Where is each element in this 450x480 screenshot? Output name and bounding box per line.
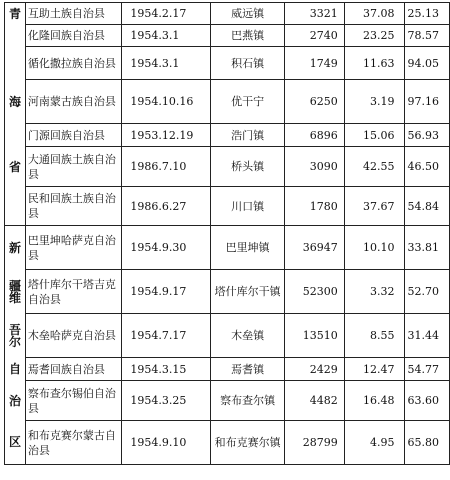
- established-date: 1954.10.16: [122, 80, 211, 124]
- percent-value-2: 54.84: [405, 187, 450, 226]
- province-cell: [5, 187, 26, 226]
- area-value: 1749: [285, 47, 345, 80]
- percent-value-2: 54.77: [405, 358, 450, 381]
- established-date: 1954.3.1: [122, 47, 211, 80]
- province-char: 海: [8, 94, 21, 109]
- area-value: 1780: [285, 187, 345, 226]
- table-row: [5, 25, 450, 47]
- percent-value-1: 37.08: [344, 3, 405, 25]
- province-cell: [5, 421, 26, 465]
- county-name: 河南蒙古族自治县: [25, 80, 122, 124]
- percent-value-1: 3.32: [344, 270, 405, 314]
- percent-value-1: 37.67: [344, 187, 405, 226]
- province-cell-qinghai: [5, 3, 26, 25]
- percent-value-2: 31.44: [405, 314, 450, 358]
- table-row: [5, 226, 450, 270]
- area-value: 6896: [285, 124, 345, 147]
- percent-value-2: 94.05: [405, 47, 450, 80]
- percent-value-1: 4.95: [344, 421, 405, 465]
- table-row: [5, 80, 450, 124]
- county-name: 塔什库尔干塔吉克自治县: [25, 270, 122, 314]
- province-char: 自: [8, 362, 21, 376]
- percent-value-2: 65.80: [405, 421, 450, 465]
- county-name: 察布查尔锡伯自治县: [25, 381, 122, 421]
- established-date: 1986.7.10: [122, 147, 211, 187]
- area-value: 2429: [285, 358, 345, 381]
- established-date: 1953.12.19: [122, 124, 211, 147]
- county-seat: 优干宁: [211, 80, 285, 124]
- county-seat: 巴里坤镇: [211, 226, 285, 270]
- province-cell: [5, 270, 26, 314]
- county-name: 焉耆回族自治县: [25, 358, 122, 381]
- province-char: 新: [8, 240, 21, 255]
- county-name: 化隆回族自治县: [25, 25, 122, 47]
- province-cell: [5, 25, 26, 47]
- county-seat: 积石镇: [211, 47, 285, 80]
- province-char: 青: [8, 6, 21, 21]
- province-char: 区: [8, 435, 21, 450]
- province-char: 治: [8, 393, 21, 408]
- table-row: [5, 314, 450, 358]
- established-date: 1954.3.15: [122, 358, 211, 381]
- province-char: 疆: [8, 278, 21, 293]
- percent-value-2: 56.93: [405, 124, 450, 147]
- percent-value-2: 25.13: [405, 3, 450, 25]
- percent-value-1: 8.55: [344, 314, 405, 358]
- percent-value-1: 12.47: [344, 358, 405, 381]
- table-row: [5, 358, 450, 381]
- area-value: 13510: [285, 314, 345, 358]
- table-row: [5, 381, 450, 421]
- area-value: 52300: [285, 270, 345, 314]
- percent-value-2: 52.70: [405, 270, 450, 314]
- established-date: 1954.3.1: [122, 25, 211, 47]
- county-seat: 焉耆镇: [211, 358, 285, 381]
- county-seat: 塔什库尔干镇: [211, 270, 285, 314]
- table-row: [5, 3, 450, 25]
- table-row: [5, 147, 450, 187]
- area-value: 4482: [285, 381, 345, 421]
- county-seat: 川口镇: [211, 187, 285, 226]
- county-seat: 木垒镇: [211, 314, 285, 358]
- area-value: 28799: [285, 421, 345, 465]
- percent-value-1: 10.10: [344, 226, 405, 270]
- percent-value-1: 16.48: [344, 381, 405, 421]
- province-cell-xinjiang: [5, 226, 26, 270]
- percent-value-1: 11.63: [344, 47, 405, 80]
- county-name: 民和回族土族自治县: [25, 187, 122, 226]
- percent-value-1: 42.55: [344, 147, 405, 187]
- county-seat: 察布查尔镇: [211, 381, 285, 421]
- established-date: 1954.9.17: [122, 270, 211, 314]
- province-char: 尔: [8, 334, 21, 349]
- percent-value-2: 63.60: [405, 381, 450, 421]
- percent-value-1: 3.19: [344, 80, 405, 124]
- county-seat: 巴燕镇: [211, 25, 285, 47]
- percent-value-1: 15.06: [344, 124, 405, 147]
- area-value: 36947: [285, 226, 345, 270]
- county-name: 互助土族自治县: [25, 3, 122, 25]
- percent-value-2: 46.50: [405, 147, 450, 187]
- province-char: 省: [8, 159, 21, 174]
- county-name: 循化撒拉族自治县: [25, 47, 122, 80]
- province-cell: [5, 358, 26, 381]
- autonomous-county-table: [4, 2, 450, 465]
- area-value: 3321: [285, 3, 345, 25]
- percent-value-2: 78.57: [405, 25, 450, 47]
- table-row: [5, 421, 450, 465]
- established-date: 1954.2.17: [122, 3, 211, 25]
- percent-value-2: 97.16: [405, 80, 450, 124]
- county-name: 门源回族自治县: [25, 124, 122, 147]
- percent-value-1: 23.25: [344, 25, 405, 47]
- table-row: [5, 124, 450, 147]
- province-cell: [5, 314, 26, 358]
- province-cell: [5, 80, 26, 124]
- area-value: 2740: [285, 25, 345, 47]
- area-value: 6250: [285, 80, 345, 124]
- established-date: 1986.6.27: [122, 187, 211, 226]
- province-cell: [5, 381, 26, 421]
- county-name: 大通回族土族自治县: [25, 147, 122, 187]
- county-seat: 威远镇: [211, 3, 285, 25]
- table-row: [5, 187, 450, 226]
- county-seat: 浩门镇: [211, 124, 285, 147]
- province-cell: [5, 124, 26, 147]
- percent-value-2: 33.81: [405, 226, 450, 270]
- area-value: 3090: [285, 147, 345, 187]
- established-date: 1954.9.10: [122, 421, 211, 465]
- province-cell: [5, 47, 26, 80]
- province-char: 吾: [8, 322, 21, 337]
- established-date: 1954.9.30: [122, 226, 211, 270]
- table-row: [5, 270, 450, 314]
- established-date: 1954.3.25: [122, 381, 211, 421]
- province-cell: [5, 147, 26, 187]
- county-name: 和布克赛尔蒙古自治县: [25, 421, 122, 465]
- province-char: 维: [8, 290, 21, 305]
- county-seat: 和布克赛尔镇: [211, 421, 285, 465]
- county-name: 巴里坤哈萨克自治县: [25, 226, 122, 270]
- established-date: 1954.7.17: [122, 314, 211, 358]
- county-name: 木垒哈萨克自治县: [25, 314, 122, 358]
- county-seat: 桥头镇: [211, 147, 285, 187]
- table-row: [5, 47, 450, 80]
